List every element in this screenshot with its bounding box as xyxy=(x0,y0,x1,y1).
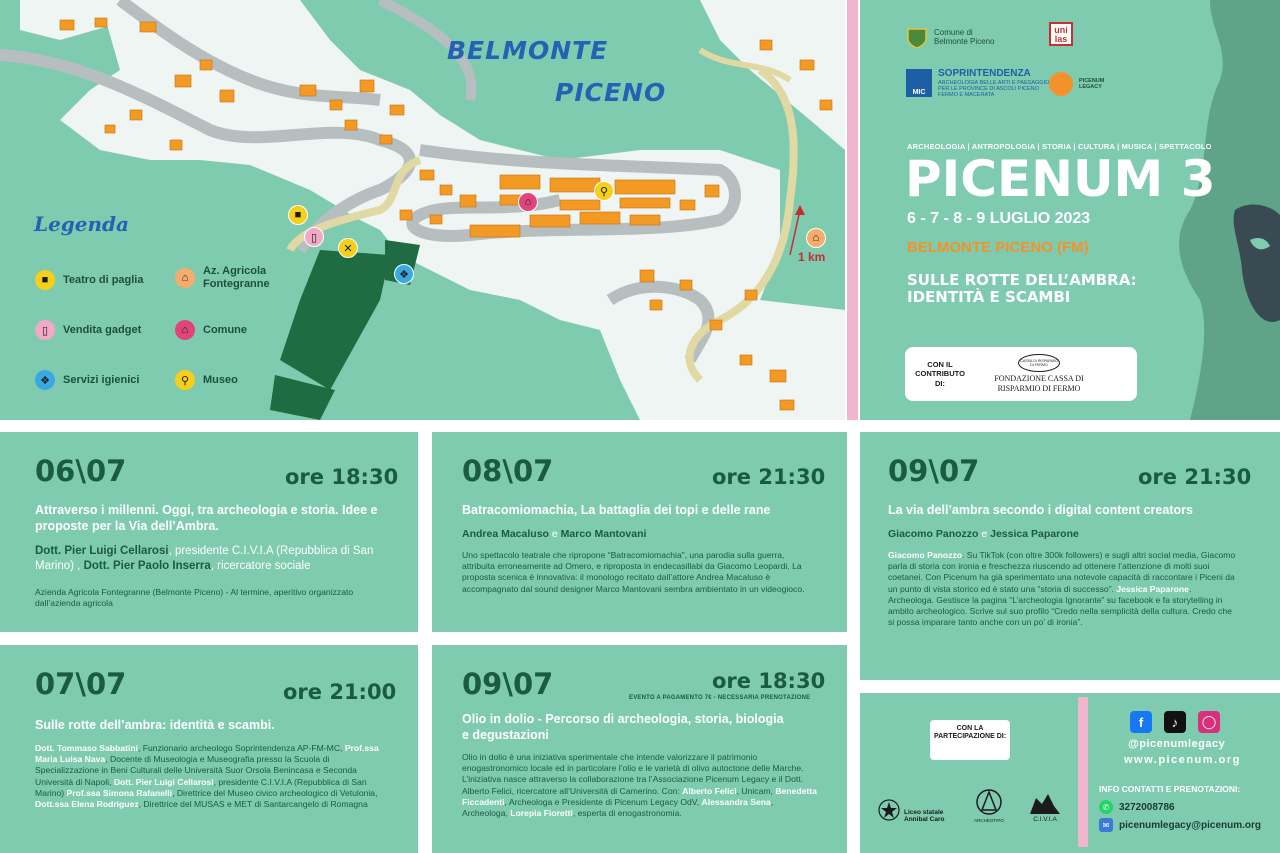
event-speakers xyxy=(462,528,832,542)
partner-logos xyxy=(878,788,1062,823)
speaker-name: Alberto Felici xyxy=(682,785,737,796)
speaker-name: Giacomo Panozzo xyxy=(888,528,979,540)
speaker-name: Lorepia Fioretti xyxy=(510,807,573,818)
event-card-0907-1830 xyxy=(432,645,847,853)
speaker-role: , presidente C.I.V.I.A (Repubblica di San Marino) xyxy=(35,776,367,798)
speaker-name: Benedetta Ficcadenti xyxy=(462,785,817,807)
vase-icon: ⚲ xyxy=(594,181,614,201)
logo-picenum-legacy xyxy=(1049,72,1113,96)
coat-of-arms-icon xyxy=(906,25,928,49)
event-card-0907-2130 xyxy=(860,432,1280,680)
event-card-0607 xyxy=(0,432,418,632)
website-link[interactable]: www.picenum.org xyxy=(1124,754,1241,766)
legend-title: Legenda xyxy=(34,212,129,236)
event-title: Sulle rotte dell’ambra: identità e scambi. xyxy=(35,718,275,732)
email-contact[interactable] xyxy=(1099,818,1261,832)
partners-contacts-panel xyxy=(860,693,1280,853)
town-map xyxy=(0,0,845,420)
sponsor-name: FONDAZIONE CASSA DI RISPARMIO DI FERMO xyxy=(994,374,1084,393)
event-card-0807 xyxy=(432,432,847,632)
speaker-name: Dott. Pier Paolo Inserra xyxy=(83,559,211,572)
map-drawing xyxy=(0,0,845,420)
legend-label: Az. Agricola Fontegranne xyxy=(203,265,270,291)
legend-item-museo xyxy=(175,370,238,390)
speaker-role: , Archeologa e Presidente di Picenum Legacy OdV, xyxy=(504,796,702,807)
town-hall-icon: ⌂ xyxy=(518,192,538,212)
picenum-legacy-icon xyxy=(1049,72,1073,96)
map-title-line1: BELMONTE xyxy=(447,36,609,65)
speaker-role: , presidente C.I.V.I.A (Repubblica di San Marino) , xyxy=(35,545,374,572)
event-title: PICENUM 3 xyxy=(905,150,1216,208)
partner-civia-name: C.I.V.I.A xyxy=(1033,816,1057,823)
phone-contact[interactable] xyxy=(1099,800,1175,814)
toilets-icon: ❖ xyxy=(394,264,414,284)
theater-icon: ■ xyxy=(35,270,55,290)
email-address: picenumlegacy@picenum.org xyxy=(1119,819,1262,831)
distance-label: 1 km xyxy=(798,250,826,264)
whatsapp-icon: ✆ xyxy=(1099,800,1113,814)
speaker-role: , ricercatore sociale xyxy=(210,559,311,572)
soprintendenza-title: SOPRINTENDENZA xyxy=(938,68,1031,79)
speaker-name: Prof.ssa Maria Luisa Nava xyxy=(35,743,379,765)
event-description: Uno spettacolo teatrale che ripropone “Batracomiomachia”, una parodia sulla guerra, attribuita erroneamente ad Omero, e riproposta in endecasillabi da Giacomo Leopardi. La proposta scenica è innovativa: il monologo recitato dall’attore Andrea Macaluso è accompagnato dal sound designer Marco Mantovani sembra ambientato in un videogioco. xyxy=(462,550,805,594)
event-date: 08\07 xyxy=(462,454,554,488)
logo-comune-text: Comune di Belmonte Piceno xyxy=(934,27,995,46)
event-time: ore 21:30 xyxy=(712,465,826,489)
unilas-logo-text: uni las xyxy=(1049,22,1073,46)
speaker-name: Andrea Macaluso xyxy=(462,528,549,540)
event-header xyxy=(860,0,1280,420)
legend-item-farm xyxy=(175,265,285,291)
farm-icon: ⌂ xyxy=(175,268,195,288)
event-description xyxy=(888,550,1238,628)
conjunction: e xyxy=(978,528,991,540)
divider xyxy=(1078,697,1088,847)
conjunction: e xyxy=(548,528,561,540)
speaker-role: , Docente di Museologia e Museografia presso la Scuola di Specializzazione in Beni Culturali delle Università Suor Orsola Benincasa e Seconda Università di Napoli, xyxy=(35,754,357,787)
sponsor-box xyxy=(905,347,1137,401)
paid-event-note: EVENTO A PAGAMENTO 7€ - NECESSARIA PRENOTAZIONE xyxy=(629,695,811,701)
restaurant-icon: ✕ xyxy=(338,238,358,258)
fondazione-logo: CASSA DI RISPARMIO DI FERMO xyxy=(1018,354,1060,372)
logo-comune xyxy=(906,25,1004,49)
warrior-helmet-illustration xyxy=(1150,0,1280,420)
toilets-icon: ❖ xyxy=(35,370,55,390)
event-date: 06\07 xyxy=(35,454,127,488)
partner-liceo-name: Liceo statale Annibal Caro xyxy=(904,809,945,823)
soprintendenza-text: ARCHEOLOGIA BELLE ARTI E PAESAGGIO PER LE PROVINCE DI ASCOLI PICENO FERMO E MACERATA xyxy=(938,79,1050,99)
legend-label: Comune xyxy=(203,324,247,336)
legend-label: Vendita gadget xyxy=(63,324,142,336)
civia-logo-icon xyxy=(1028,790,1062,816)
event-date: 07\07 xyxy=(35,667,127,701)
description-text: . Archeologa. Gestisce la pagina “L’archeologia Ignorante” su facebook e fa storytelling in ambito archeologico. Scrive sul suo profilo “Credo nella semplicità della cultura. Credo che si possa imparare tanto anche con un po’ di ironia”. xyxy=(888,583,1232,628)
event-place: BELMONTE PICENO (FM) xyxy=(907,239,1089,256)
tiktok-icon[interactable]: ♪ xyxy=(1164,711,1186,733)
event-description xyxy=(35,743,390,810)
sponsor-intro: CON IL CONTRIBUTO DI: xyxy=(915,359,965,388)
archeotipo-logo-icon xyxy=(972,788,1006,818)
subtitle-line2: IDENTITÀ E SCAMBI xyxy=(907,287,1071,306)
speaker-role: , Funzionario archeologo Soprintendenza AP-FM-MC, xyxy=(137,743,345,753)
event-topics: ARCHEOLOGIA | ANTROPOLOGIA | STORIA | CULTURA | MUSICA | SPETTACOLO xyxy=(907,142,1212,151)
picenum-legacy-text: PICENUM LEGACY xyxy=(1079,77,1105,90)
event-time: ore 21:30 xyxy=(1138,465,1252,489)
shopping-bag-icon: ▯ xyxy=(304,227,324,247)
speaker-role: , Archeologa, xyxy=(462,796,774,818)
facebook-icon[interactable]: f xyxy=(1130,711,1152,733)
vase-icon: ⚲ xyxy=(175,370,195,390)
subtitle-line1: SULLE ROTTE DELL’AMBRA: xyxy=(907,271,1137,289)
speaker-name: Giacomo Panozzo xyxy=(888,550,963,560)
speaker-name: Dott. Pier Luigi Cellarosi xyxy=(113,776,214,787)
email-icon: ✉ xyxy=(1099,818,1113,832)
divider xyxy=(847,0,858,420)
event-card-0707 xyxy=(0,645,418,853)
legend-item-theater xyxy=(35,270,143,290)
partner-archeotipo xyxy=(972,788,1006,823)
event-description xyxy=(462,752,817,819)
theater-icon: ■ xyxy=(288,205,308,225)
partner-liceo xyxy=(878,797,950,823)
speaker-name: Prof.ssa Simona Rafanelli xyxy=(66,787,173,798)
legend-item-gadget xyxy=(35,320,141,340)
social-links xyxy=(1130,711,1220,733)
speaker-name: Alessandra Sena xyxy=(701,796,771,807)
map-title-line2: PICENO xyxy=(555,78,667,107)
partners-intro: CON LA PARTECIPAZIONE DI: xyxy=(930,720,1010,760)
speaker-role: , esperta di enogastronomia. xyxy=(572,807,682,818)
shopping-bag-icon: ▯ xyxy=(35,320,55,340)
speaker-name: Dott.ssa Elena Rodriguez xyxy=(35,798,139,809)
event-speakers xyxy=(888,528,1258,542)
event-date: 09\07 xyxy=(888,454,980,488)
social-handle[interactable]: @picenumlegacy xyxy=(1128,738,1226,750)
legend-item-toilets xyxy=(35,370,139,390)
speaker-role: , Unicam, xyxy=(736,785,776,796)
italian-republic-emblem-icon xyxy=(878,797,900,823)
logo-unilas xyxy=(1049,22,1073,46)
event-time: ore 18:30 xyxy=(285,465,399,489)
event-dates: 6 - 7 - 8 - 9 LUGLIO 2023 xyxy=(907,210,1091,227)
event-title: Batracomiomachia, La battaglia dei topi e delle rane xyxy=(462,503,771,517)
event-subtitle xyxy=(907,272,1137,306)
event-title: Olio in dolio - Percorso di archeologia, storia, biologia e degustazioni xyxy=(462,712,784,743)
mic-logo-icon: MIC xyxy=(906,69,932,97)
description-text: Olio in dolio è una iniziativa sperimentale che intende valorizzare il patrimonio enogastronomico locale ed in particolare l’olio e le varietà di olivo autoctone delle Marche. L’iniziativa nasce attraverso la collaborazione tra l’Associazione Picenum Legacy e il Dott. Alberto Felici, ricercatore all’Università di Camerino. Con: xyxy=(462,752,804,796)
partner-archeotipo-name: ARCHEOTIPO xyxy=(974,818,1004,823)
speaker-name: Dott. Tommaso Sabbatini xyxy=(35,743,138,753)
event-title: Attraverso i millenni. Oggi, tra archeologia e storia. Idee e proposte per la Via dell’Ambra. xyxy=(35,503,378,534)
event-description: Azienda Agricola Fontegranne (Belmonte Piceno) - Al termine, aperitivo organizzato dall’azienda agricola xyxy=(35,587,354,609)
speaker-role: , Direttrice del MUSAS e MET di Santarcangelo di Romagna xyxy=(138,798,368,809)
speaker-name: Jessica Paparone xyxy=(1116,583,1189,594)
speaker-role: , Direttrice del Museo civico archeologico di Vetulonia, xyxy=(172,787,378,798)
phone-number: 3272008786 xyxy=(1119,801,1175,813)
event-date: 09\07 xyxy=(462,667,554,701)
info-label: INFO CONTATTI E PRENOTAZIONI: xyxy=(1099,784,1241,794)
event-speakers xyxy=(35,544,395,574)
logo-soprintendenza xyxy=(906,68,1053,98)
instagram-icon[interactable]: ◯ xyxy=(1198,711,1220,733)
event-time: ore 18:30 xyxy=(712,669,826,693)
town-hall-icon: ⌂ xyxy=(175,320,195,340)
speaker-name: Jessica Paparone xyxy=(990,528,1079,540)
speaker-name: Marco Mantovani xyxy=(560,528,647,540)
farm-icon: ⌂ xyxy=(806,228,826,248)
description-text: . Su TikTok (con oltre 300k followers) e sugli altri social media, Giacomo parla di storia con ironia e freschezza riuscendo ad ottenere l’attenzione di molti suoi coetanei. Con Picenum ha già sperimentato una notevole capacità di raccontare i Piceni da un punto di vista storico ed è stato una “storia di successo”. xyxy=(888,550,1236,594)
partner-civia xyxy=(1028,790,1062,823)
event-title: La via dell’ambra secondo i digital content creators xyxy=(888,503,1193,517)
legend-label: Museo xyxy=(203,374,238,386)
legend-label: Teatro di paglia xyxy=(63,274,144,286)
legend-label: Servizi igienici xyxy=(63,374,140,386)
speaker-name: Dott. Pier Luigi Cellarosi xyxy=(35,545,169,557)
legend-item-comune xyxy=(175,320,247,340)
event-time: ore 21:00 xyxy=(283,680,397,704)
